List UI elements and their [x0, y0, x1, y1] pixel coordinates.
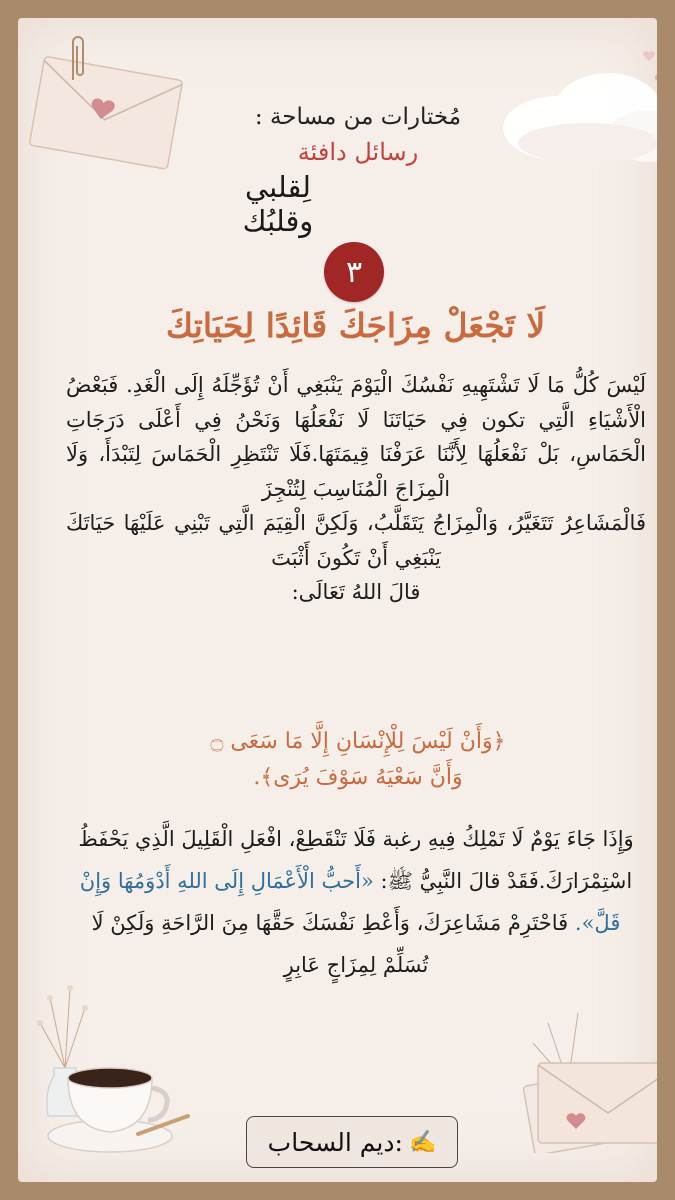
- coffee-cup-icon: [38, 1038, 198, 1158]
- hadith-text: «أَحبُّ الْأَعْمَالِ إِلَى اللهِ أَدْوَمُهَا وَإِنْ قَلَّ».: [79, 869, 621, 935]
- source-tagline: لِقلبي وقلبُك: [242, 170, 314, 238]
- envelope-icon: [24, 48, 190, 177]
- page-title: لَا تَجْعَلْ مِزَاجَكَ قَائِدًا لِحَيَاتِكَ: [165, 306, 546, 345]
- source-name: رسائل دافئة: [297, 138, 419, 166]
- quran-verse: [138, 724, 578, 796]
- message-card: [18, 18, 657, 1182]
- intro-text: مُختارات من مساحة :: [254, 104, 462, 130]
- quran-line-2: وَأَنَّ سَعْيَهُ سَوْفَ يُرَى﴾.: [253, 765, 463, 790]
- paperclip-icon: [66, 32, 88, 84]
- paragraph-1: لَيْسَ كُلُّ مَا لَا تَشْتَهِيهِ نَفْسُكَ الْيَوْمَ يَنْبَغِي أَنْ تُؤَجِّلَهُ إِلَى الْغَدِ. فَبَعْضُ الْأَشْيَاءِ الَّتِي تكون فِي حَيَاتَنَا لَا نَفْعَلُهَا وَنَحْنُ فِي أَعْلَى دَرَجَاتِ الْحَمَاسِ، بَلْ نَفْعَلُهَا لِأَنَّنَا عَرَفْنَا قِيمَتَهَا.فَلَا تَنْتَظِرِ الْحَمَاسَ لِتَبْدَأَ، وَلَا الْمِزَاجَ الْمُنَاسِبَ لِتُنْجِزَ: [66, 373, 647, 501]
- author-signature: [246, 1116, 458, 1168]
- paragraph-2: فَالْمَشَاعِرُ تَتَغَيَّرُ، وَالْمِزَاجُ يَتَقَلَّبُ، وَلَكِنَّ الْقِيَمَ الَّتِي تَبْنِي عَلَيْهَا حَيَاتَكَ يَنْبَغِي أَنْ تَكُونَ أَثْبَتَ: [66, 511, 646, 570]
- number-badge: ٣: [324, 242, 384, 302]
- body-text: [66, 368, 646, 610]
- paragraph-3: وَإِذَا جَاءَ يَوْمٌ لَا تَمْلِكُ فِيهِ رغبة فَلَا تَنْقَطِعْ، افْعَلِ الْقَلِيلَ الَّذِي يَحْفَظُ اسْتِمْرَارَكَ.فَقَدْ قالَ النَّبِيُّ ﷺ:: [78, 827, 634, 893]
- paragraph-4: فَاحْتَرِمْ مَشَاعِرَكَ، وَأَعْطِ نَفْسَكَ حَقَّهَا مِنَ الرَّاحَةِ وَلَكِنْ لَا تُسَلِّمْ لِمِزَاجٍ عَابِرٍ: [91, 911, 569, 977]
- writing-hand-icon: ✍: [408, 1129, 437, 1155]
- hearts-icon: [638, 36, 657, 106]
- allah-says-label: قالَ اللهُ تَعَالَى:: [291, 580, 421, 604]
- author-name: :ديم السحاب: [267, 1127, 403, 1157]
- body-text-2: [66, 818, 646, 986]
- quran-line-1: ﴿وَأَنْ لَيْسَ لِلْإِنْسَانِ إِلَّا مَا سَعَى ۝: [210, 729, 506, 754]
- envelope-icon: [508, 1003, 657, 1153]
